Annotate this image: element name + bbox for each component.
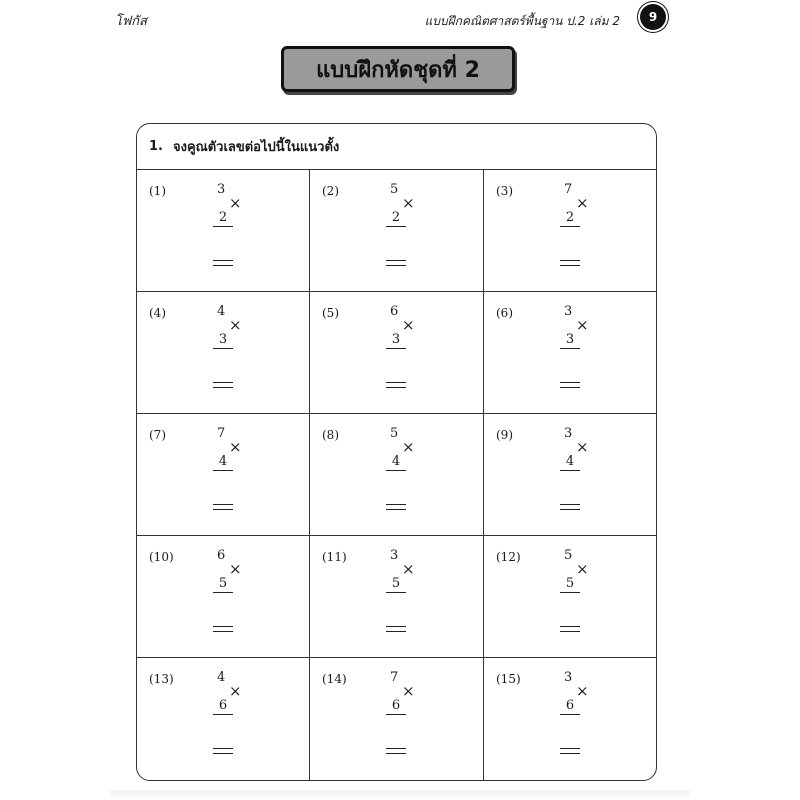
answer-blank[interactable] <box>213 382 233 388</box>
multiplication-problem <box>207 670 247 760</box>
header-book-title: แบบฝึกคณิตศาสตร์พื้นฐาน ป.2 เล่ม 2 <box>424 14 620 28</box>
multiplicand: 7 <box>390 670 399 685</box>
problem-cell <box>310 170 484 292</box>
multiplication-problem <box>380 670 420 760</box>
multiplication-problem <box>207 426 247 516</box>
problem-cell <box>484 536 656 658</box>
answer-blank[interactable] <box>213 748 233 754</box>
answer-blank[interactable] <box>213 504 233 510</box>
multiplicand: 7 <box>217 426 226 441</box>
multiplicand: 3 <box>564 670 573 685</box>
problem-cell <box>137 658 310 780</box>
multiplicand: 3 <box>564 304 573 319</box>
multiplicand: 5 <box>390 426 399 441</box>
multiplicand: 6 <box>217 548 226 563</box>
multiplication-problem <box>207 548 247 638</box>
answer-blank[interactable] <box>386 748 406 754</box>
multiply-sign: × <box>229 194 242 212</box>
multiply-sign: × <box>402 438 415 456</box>
multiplication-problem <box>207 304 247 394</box>
problem-cell <box>484 414 656 536</box>
multiplier: 4 <box>560 454 580 471</box>
multiplier: 4 <box>386 454 406 471</box>
multiplier: 3 <box>386 332 406 349</box>
multiplication-problem <box>380 304 420 394</box>
problem-cell <box>310 292 484 414</box>
answer-blank[interactable] <box>386 504 406 510</box>
multiply-sign: × <box>402 316 415 334</box>
problem-grid <box>137 170 656 780</box>
multiply-sign: × <box>576 316 589 334</box>
problem-label: (12) <box>496 550 521 564</box>
multiplication-problem <box>554 548 594 638</box>
multiply-sign: × <box>576 194 589 212</box>
answer-blank[interactable] <box>560 626 580 632</box>
multiplication-problem <box>554 182 594 272</box>
multiplicand: 5 <box>390 182 399 197</box>
page-number-badge: 9 <box>640 4 666 30</box>
exercise-title: แบบฝึกหัดชุดที่ 2 <box>316 57 480 83</box>
answer-blank[interactable] <box>213 260 233 266</box>
answer-blank[interactable] <box>560 748 580 754</box>
problem-label: (14) <box>322 672 347 686</box>
multiplier: 6 <box>386 698 406 715</box>
problem-cell <box>137 536 310 658</box>
multiplicand: 3 <box>564 426 573 441</box>
multiply-sign: × <box>229 682 242 700</box>
problem-cell <box>137 414 310 536</box>
problem-label: (1) <box>149 184 166 198</box>
multiplier: 5 <box>213 576 233 593</box>
problem-cell <box>137 292 310 414</box>
multiplicand: 7 <box>564 182 573 197</box>
answer-blank[interactable] <box>560 260 580 266</box>
exercise-panel <box>136 123 657 781</box>
instruction-number: 1. <box>149 139 163 154</box>
instruction-row <box>137 124 656 170</box>
multiplier: 4 <box>213 454 233 471</box>
multiply-sign: × <box>402 194 415 212</box>
multiplicand: 6 <box>390 304 399 319</box>
problem-cell <box>137 170 310 292</box>
answer-blank[interactable] <box>386 260 406 266</box>
multiplicand: 3 <box>217 182 226 197</box>
answer-blank[interactable] <box>386 626 406 632</box>
multiplication-problem <box>207 182 247 272</box>
problem-cell <box>484 292 656 414</box>
multiplication-problem <box>554 670 594 760</box>
problem-label: (8) <box>322 428 339 442</box>
problem-label: (5) <box>322 306 339 320</box>
problem-label: (9) <box>496 428 513 442</box>
page-bottom-shadow <box>110 790 690 800</box>
problem-cell <box>310 536 484 658</box>
answer-blank[interactable] <box>560 382 580 388</box>
answer-blank[interactable] <box>213 626 233 632</box>
multiplier: 6 <box>560 698 580 715</box>
multiplication-problem <box>554 426 594 516</box>
multiplier: 3 <box>213 332 233 349</box>
multiplication-problem <box>380 426 420 516</box>
multiplier: 2 <box>386 210 406 227</box>
problem-label: (2) <box>322 184 339 198</box>
multiply-sign: × <box>229 316 242 334</box>
multiplier: 2 <box>560 210 580 227</box>
multiplicand: 5 <box>564 548 573 563</box>
problem-cell <box>484 170 656 292</box>
multiplier: 5 <box>560 576 580 593</box>
multiplier: 6 <box>213 698 233 715</box>
problem-label: (6) <box>496 306 513 320</box>
multiplication-problem <box>380 548 420 638</box>
problem-cell <box>310 658 484 780</box>
answer-blank[interactable] <box>386 382 406 388</box>
problem-cell <box>484 658 656 780</box>
multiplier: 3 <box>560 332 580 349</box>
multiply-sign: × <box>229 438 242 456</box>
multiplicand: 4 <box>217 304 226 319</box>
multiply-sign: × <box>576 560 589 578</box>
problem-label: (7) <box>149 428 166 442</box>
problem-label: (4) <box>149 306 166 320</box>
multiply-sign: × <box>576 682 589 700</box>
problem-label: (11) <box>322 550 347 564</box>
multiply-sign: × <box>576 438 589 456</box>
problem-label: (10) <box>149 550 174 564</box>
problem-label: (15) <box>496 672 521 686</box>
multiply-sign: × <box>229 560 242 578</box>
multiplier: 2 <box>213 210 233 227</box>
exercise-title-box <box>281 46 515 92</box>
answer-blank[interactable] <box>560 504 580 510</box>
multiply-sign: × <box>402 560 415 578</box>
instruction-text: จงคูณตัวเลขต่อไปนี้ในแนวตั้ง <box>172 140 340 155</box>
multiply-sign: × <box>402 682 415 700</box>
multiplicand: 4 <box>217 670 226 685</box>
multiplier: 5 <box>386 576 406 593</box>
multiplicand: 3 <box>390 548 399 563</box>
multiplication-problem <box>380 182 420 272</box>
problem-label: (3) <box>496 184 513 198</box>
multiplication-problem <box>554 304 594 394</box>
header-brand: โฟกัส <box>115 14 147 29</box>
problem-label: (13) <box>149 672 174 686</box>
problem-cell <box>310 414 484 536</box>
